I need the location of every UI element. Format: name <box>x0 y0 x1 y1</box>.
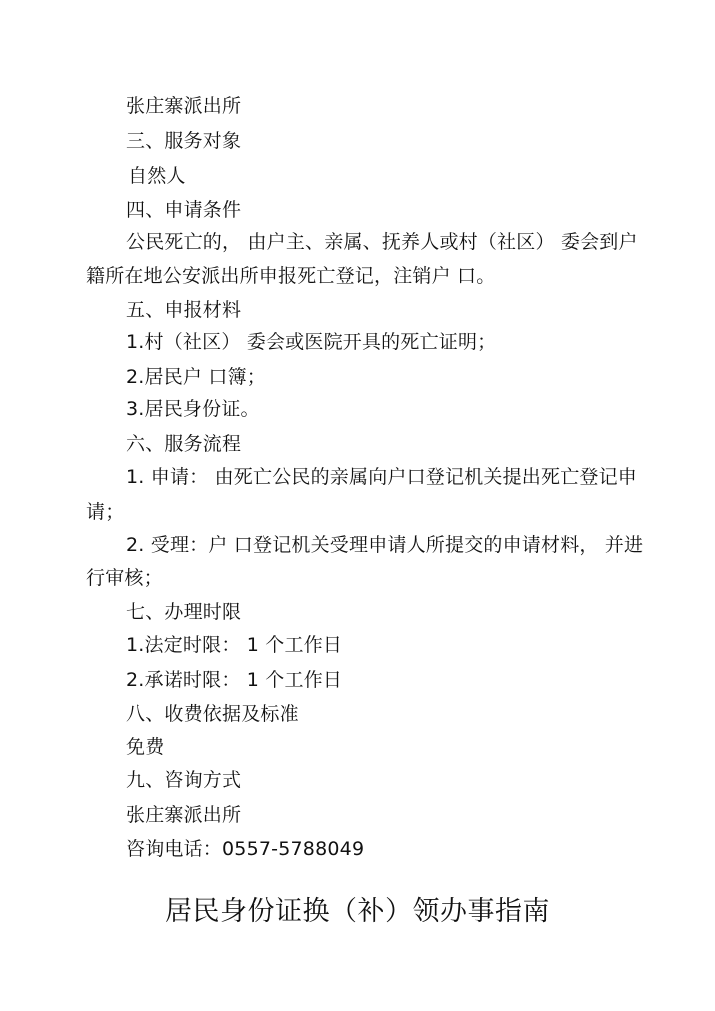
police-station-name: 张庄寨派出所 <box>126 95 242 117</box>
section-heading-process: 六、服务流程 <box>126 433 242 455</box>
material-item-1: 1.村（社区） 委会或医院开具的死亡证明； <box>126 331 497 353</box>
section-heading-service-target: 三、服务对象 <box>126 130 242 152</box>
section-heading-fees: 八、收费依据及标准 <box>126 703 299 725</box>
consult-phone: 咨询电话：0557-5788049 <box>126 838 365 860</box>
conditions-line-2: 籍所在地公安派出所申报死亡登记，注销户 口。 <box>86 265 496 287</box>
service-target-text: 自然人 <box>128 165 186 187</box>
process-step-1-line-2: 请； <box>86 501 125 523</box>
next-guide-title: 居民身份证换（补）领办事指南 <box>165 896 550 927</box>
section-heading-conditions: 四、申请条件 <box>126 199 242 221</box>
section-heading-materials: 五、申报材料 <box>126 299 242 321</box>
material-item-2: 2.居民户 口簿； <box>126 366 266 388</box>
section-heading-time-limit: 七、办理时限 <box>126 601 242 623</box>
conditions-line-1: 公民死亡的， 由户主、亲属、抚养人或村（社区） 委会到户 <box>126 231 638 253</box>
fee-text: 免费 <box>126 736 165 758</box>
material-item-3: 3.居民身份证。 <box>126 398 260 420</box>
time-limit-promised: 2.承诺时限： 1 个工作日 <box>126 669 343 691</box>
consult-station-name: 张庄寨派出所 <box>126 804 242 826</box>
process-step-2-line-2: 行审核； <box>86 567 163 589</box>
section-heading-consult: 九、咨询方式 <box>126 769 242 791</box>
process-step-2-line-1: 2. 受理：户 口登记机关受理申请人所提交的申请材料， 并进 <box>126 534 644 556</box>
process-step-1-line-1: 1. 申请： 由死亡公民的亲属向户口登记机关提出死亡登记申 <box>126 466 638 488</box>
time-limit-legal: 1.法定时限： 1 个工作日 <box>126 634 343 656</box>
